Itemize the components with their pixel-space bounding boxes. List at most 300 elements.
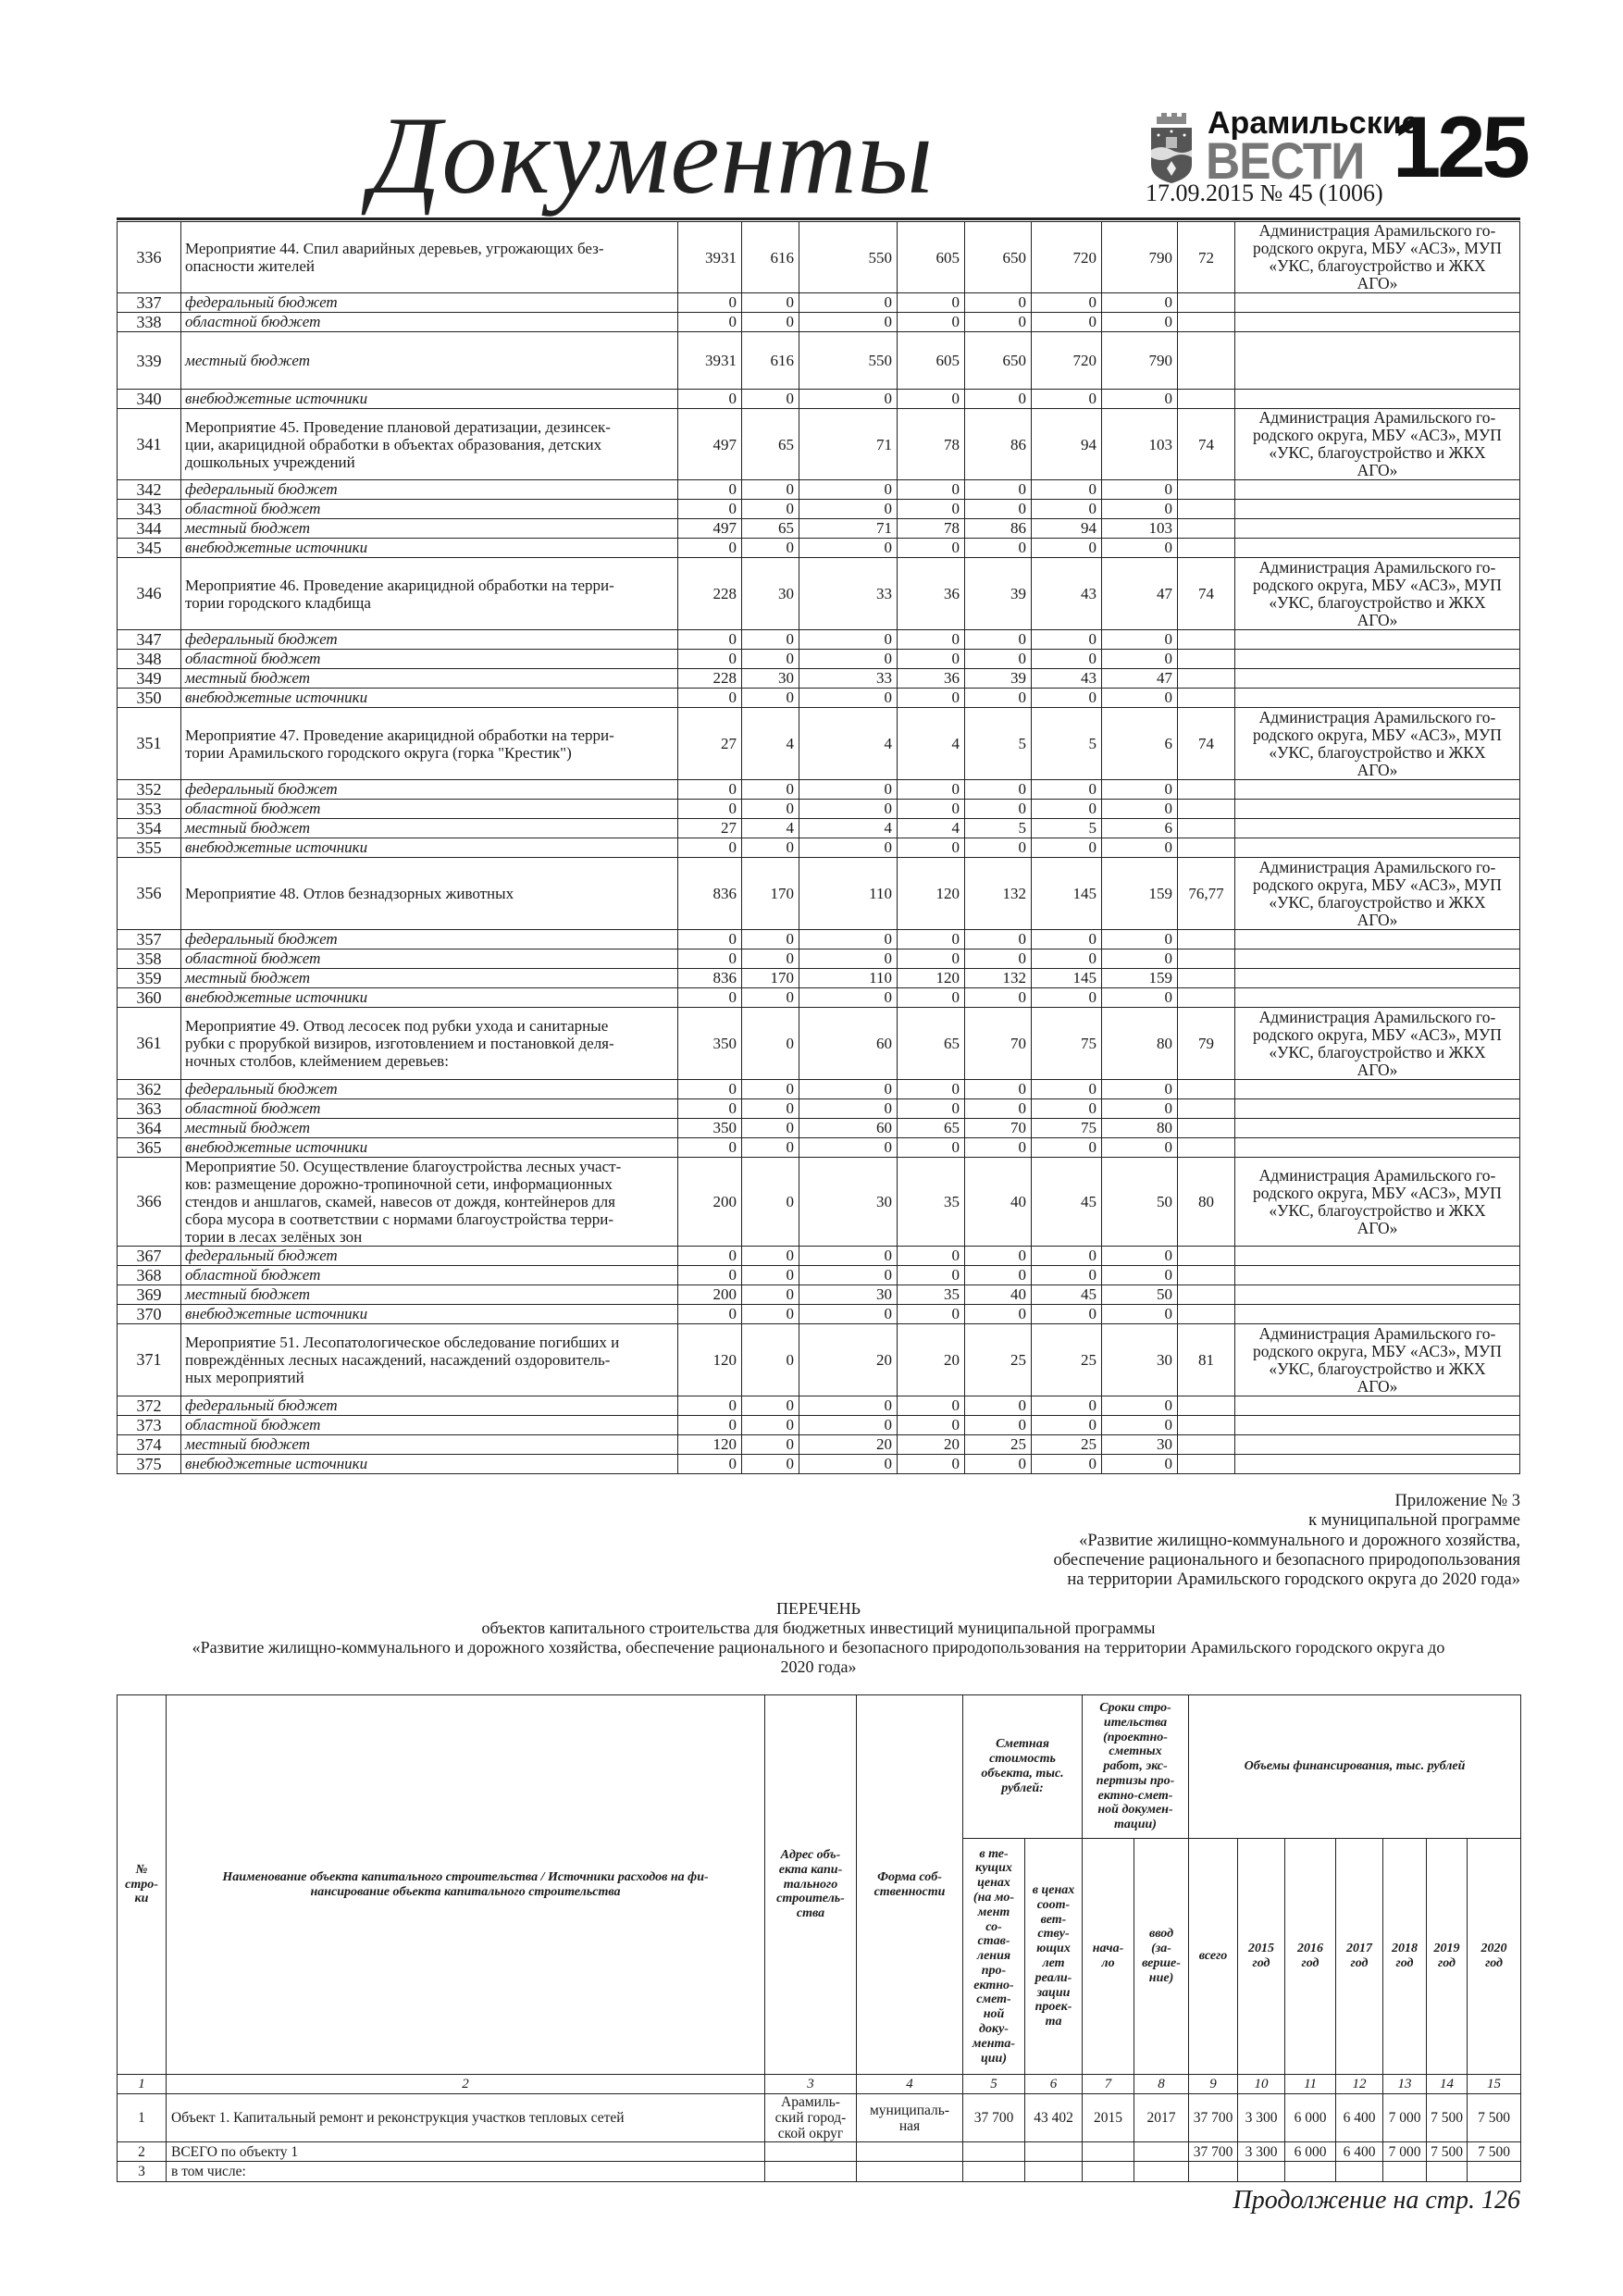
object-cell (1025, 2142, 1083, 2162)
row-number: 338 (118, 313, 181, 332)
funding-source: федеральный бюджет (181, 930, 678, 949)
anniversary-number: 125 (1393, 98, 1527, 195)
funding-value: 0 (1032, 1099, 1102, 1119)
funding-value: 350 (678, 1008, 742, 1080)
funding-value: 0 (1102, 1396, 1178, 1416)
funding-value: 0 (799, 313, 898, 332)
executor (1235, 969, 1520, 988)
target-indicator (1178, 949, 1235, 969)
funding-value: 170 (742, 858, 799, 930)
funding-source-row (118, 1138, 1520, 1158)
funding-value: 0 (742, 480, 799, 500)
funding-source: областной бюджет (181, 949, 678, 969)
target-indicator (1178, 780, 1235, 800)
funding-value: 0 (1032, 630, 1102, 650)
funding-value: 650 (965, 332, 1032, 390)
executor (1235, 332, 1520, 390)
funding-source: областной бюджет (181, 650, 678, 669)
funding-value: 0 (898, 390, 965, 409)
funding-value: 110 (799, 858, 898, 930)
funding-value: 0 (678, 293, 742, 313)
funding-value: 35 (898, 1158, 965, 1247)
object-cell: муниципаль- ная (857, 2094, 963, 2142)
target-indicator: 74 (1178, 558, 1235, 630)
funding-value: 0 (1102, 480, 1178, 500)
target-indicator (1178, 1080, 1235, 1099)
object-cell (857, 2142, 963, 2162)
object-cell (963, 2162, 1025, 2182)
row-number: 363 (118, 1099, 181, 1119)
header-funding: Объемы финансирования, тыс. рублей (1189, 1695, 1521, 1839)
header-estimate-current: в те- кущих ценах (на мо- мент со- став- ления про- ектно- смет- ной доку- мента- ции) (963, 1839, 1025, 2075)
object-cell (1285, 2162, 1336, 2182)
target-indicator (1178, 650, 1235, 669)
list-title: ПЕРЕЧЕНЬ объектов капитального строительства для бюджетных инвестиций муниципальной программы «Развитие жилищно-коммунального и дорожного хозяйства, обеспечение рационального и безопасного природопользования на территории Арамильского городского округа до 2020 года» (192, 1599, 1445, 1676)
header-total: всего (1189, 1839, 1238, 2075)
object-cell: 7 500 (1427, 2142, 1468, 2162)
funding-value: 0 (898, 650, 965, 669)
target-indicator (1178, 838, 1235, 858)
executor (1235, 988, 1520, 1008)
funding-value: 0 (898, 539, 965, 558)
object-cell: 7 000 (1383, 2094, 1427, 2142)
funding-source-row (118, 1099, 1520, 1119)
funding-value: 0 (1032, 313, 1102, 332)
funding-source: внебюджетные источники (181, 1305, 678, 1324)
column-number-row (118, 2075, 1521, 2094)
funding-value: 65 (898, 1119, 965, 1138)
object-cell (1025, 2162, 1083, 2182)
funding-value: 0 (742, 800, 799, 819)
funding-value: 47 (1102, 669, 1178, 689)
row-number: 345 (118, 539, 181, 558)
column-number: 13 (1383, 2075, 1427, 2094)
object-cell: 7 500 (1468, 2142, 1521, 2162)
funding-value: 0 (678, 1396, 742, 1416)
funding-source-row (118, 800, 1520, 819)
row-number: 341 (118, 409, 181, 480)
issue-date-number: 17.09.2015 № 45 (1006) (1146, 180, 1383, 206)
funding-value: 65 (898, 1008, 965, 1080)
row-number: 355 (118, 838, 181, 858)
funding-value: 25 (1032, 1435, 1102, 1455)
funding-value: 605 (898, 332, 965, 390)
funding-source-row (118, 969, 1520, 988)
funding-source-row (118, 988, 1520, 1008)
funding-value: 0 (1032, 1396, 1102, 1416)
funding-source: местный бюджет (181, 332, 678, 390)
funding-value: 0 (965, 480, 1032, 500)
funding-value: 0 (965, 293, 1032, 313)
row-number: 371 (118, 1324, 181, 1396)
funding-value: 0 (898, 630, 965, 650)
funding-value: 78 (898, 519, 965, 539)
funding-value: 228 (678, 558, 742, 630)
funding-value: 0 (965, 838, 1032, 858)
object-cell (1083, 2162, 1134, 2182)
funding-value: 497 (678, 409, 742, 480)
funding-value: 0 (898, 838, 965, 858)
funding-source-row (118, 1285, 1520, 1305)
funding-source: федеральный бюджет (181, 780, 678, 800)
activities-table-body (118, 222, 1520, 1474)
funding-source: федеральный бюджет (181, 1247, 678, 1266)
funding-value: 43 (1032, 558, 1102, 630)
funding-value: 0 (678, 1080, 742, 1099)
executor: Администрация Арамильского го- родского округа, МБУ «АСЗ», МУП «УКС, благоустройство и ЖКХ АГО» (1235, 558, 1520, 630)
funding-value: 0 (799, 1266, 898, 1285)
executor (1235, 689, 1520, 708)
row-number: 352 (118, 780, 181, 800)
object-name: Объект 1. Капитальный ремонт и реконструкция участков тепловых сетей (167, 2094, 765, 2142)
funding-value: 0 (965, 650, 1032, 669)
column-number: 2 (167, 2075, 765, 2094)
funding-value: 170 (742, 969, 799, 988)
target-indicator (1178, 1416, 1235, 1435)
row-number: 360 (118, 988, 181, 1008)
funding-value: 0 (965, 1396, 1032, 1416)
funding-value: 20 (898, 1324, 965, 1396)
funding-source: областной бюджет (181, 1266, 678, 1285)
funding-value: 86 (965, 409, 1032, 480)
column-number: 11 (1285, 2075, 1336, 2094)
funding-value: 0 (1032, 800, 1102, 819)
column-number: 3 (765, 2075, 857, 2094)
funding-value: 0 (742, 1435, 799, 1455)
funding-value: 0 (965, 1305, 1032, 1324)
funding-value: 0 (678, 800, 742, 819)
funding-value: 103 (1102, 519, 1178, 539)
funding-value: 790 (1102, 222, 1178, 293)
header-terms: Сроки стро- ительства (проектно- сметных работ, экс- пертизы про- ектно-смет- ной докумен- тации) (1083, 1695, 1189, 1839)
funding-value: 70 (965, 1119, 1032, 1138)
continuation-note: Продолжение на стр. 126 (1233, 2186, 1520, 2215)
executor (1235, 500, 1520, 519)
funding-source: внебюджетные источники (181, 1455, 678, 1474)
funding-value: 25 (965, 1324, 1032, 1396)
executor (1235, 780, 1520, 800)
funding-value: 0 (898, 313, 965, 332)
funding-value: 0 (678, 780, 742, 800)
funding-value: 159 (1102, 969, 1178, 988)
activity-description: Мероприятие 46. Проведение акарицидной обработки на терри- тории городского кладбища (181, 558, 678, 630)
funding-value: 0 (1102, 630, 1178, 650)
row-number: 344 (118, 519, 181, 539)
object-cell (1336, 2162, 1383, 2182)
funding-value: 0 (1102, 780, 1178, 800)
funding-value: 132 (965, 858, 1032, 930)
funding-value: 650 (965, 222, 1032, 293)
funding-value: 0 (1102, 1455, 1178, 1474)
object-cell (963, 2142, 1025, 2162)
funding-value: 0 (1102, 1266, 1178, 1285)
row-number: 365 (118, 1138, 181, 1158)
funding-value: 605 (898, 222, 965, 293)
executor (1235, 650, 1520, 669)
funding-value: 27 (678, 819, 742, 838)
target-indicator (1178, 1285, 1235, 1305)
object-row (118, 2142, 1521, 2162)
funding-source-row (118, 1247, 1520, 1266)
funding-value: 65 (742, 519, 799, 539)
executor: Администрация Арамильского го- родского округа, МБУ «АСЗ», МУП «УКС, благоустройство и ЖКХ АГО» (1235, 708, 1520, 780)
funding-source: федеральный бюджет (181, 630, 678, 650)
funding-value: 0 (799, 480, 898, 500)
header-year: 2015 год (1238, 1839, 1285, 2075)
executor (1235, 293, 1520, 313)
object-cell (1189, 2162, 1238, 2182)
funding-value: 0 (898, 1305, 965, 1324)
target-indicator (1178, 1138, 1235, 1158)
funding-value: 0 (678, 313, 742, 332)
funding-value: 43 (1032, 669, 1102, 689)
funding-value: 30 (1102, 1324, 1178, 1396)
funding-value: 0 (898, 780, 965, 800)
row-number: 367 (118, 1247, 181, 1266)
funding-value: 0 (678, 689, 742, 708)
funding-value: 0 (742, 1119, 799, 1138)
funding-value: 0 (1032, 1416, 1102, 1435)
funding-value: 3931 (678, 222, 742, 293)
activity-row (118, 708, 1520, 780)
executor (1235, 949, 1520, 969)
executor (1235, 630, 1520, 650)
executor (1235, 480, 1520, 500)
funding-value: 0 (1102, 500, 1178, 519)
funding-value: 0 (678, 500, 742, 519)
row-number: 354 (118, 819, 181, 838)
funding-value: 0 (965, 930, 1032, 949)
funding-source: местный бюджет (181, 819, 678, 838)
funding-value: 0 (1102, 1080, 1178, 1099)
funding-value: 0 (898, 949, 965, 969)
funding-value: 0 (678, 1099, 742, 1119)
funding-value: 616 (742, 222, 799, 293)
capital-construction-table (117, 1694, 1521, 2182)
activity-description: Мероприятие 50. Осуществление благоустройства лесных участ- ков: размещение дорожно-тропиночной сети, информационных стендов и аншлагов, скамей, навесов от дождя, контейнеров для сбора мусора в соответствии с нормами благоустройства терри- тории в лесах зелёных зон (181, 1158, 678, 1247)
funding-value: 4 (799, 819, 898, 838)
row-number: 357 (118, 930, 181, 949)
funding-source: внебюджетные источники (181, 838, 678, 858)
funding-value: 0 (965, 949, 1032, 969)
funding-value: 0 (965, 390, 1032, 409)
row-number: 346 (118, 558, 181, 630)
funding-value: 0 (965, 988, 1032, 1008)
funding-value: 0 (742, 1247, 799, 1266)
executor (1235, 838, 1520, 858)
row-number: 342 (118, 480, 181, 500)
funding-value: 0 (1032, 1138, 1102, 1158)
brand-name-top: Арамильские (1208, 105, 1419, 141)
funding-value: 78 (898, 409, 965, 480)
funding-value: 0 (678, 1138, 742, 1158)
funding-value: 0 (1032, 838, 1102, 858)
funding-value: 94 (1032, 409, 1102, 480)
funding-value: 0 (742, 1285, 799, 1305)
column-number: 4 (857, 2075, 963, 2094)
header-year: 2017 год (1336, 1839, 1383, 2075)
funding-value: 40 (965, 1158, 1032, 1247)
funding-value: 0 (1102, 689, 1178, 708)
object-cell: 2017 (1134, 2094, 1189, 2142)
funding-value: 0 (965, 1138, 1032, 1158)
funding-source-row (118, 1455, 1520, 1474)
funding-source-row (118, 1266, 1520, 1285)
object-cell: 2 (118, 2142, 167, 2162)
funding-value: 0 (965, 800, 1032, 819)
funding-source: местный бюджет (181, 969, 678, 988)
target-indicator (1178, 332, 1235, 390)
funding-value: 70 (965, 1008, 1032, 1080)
activity-description: Мероприятие 44. Спил аварийных деревьев, угрожающих без- опасности жителей (181, 222, 678, 293)
target-indicator: 80 (1178, 1158, 1235, 1247)
funding-value: 0 (1102, 1138, 1178, 1158)
row-number: 375 (118, 1455, 181, 1474)
funding-value: 0 (799, 800, 898, 819)
executor (1235, 313, 1520, 332)
target-indicator: 72 (1178, 222, 1235, 293)
funding-value: 30 (799, 1285, 898, 1305)
funding-source: федеральный бюджет (181, 480, 678, 500)
funding-source-row (118, 293, 1520, 313)
funding-value: 0 (678, 650, 742, 669)
funding-value: 80 (1102, 1119, 1178, 1138)
target-indicator (1178, 1266, 1235, 1285)
activities-funding-table (117, 221, 1520, 1474)
activity-row (118, 1008, 1520, 1080)
object-cell (1134, 2142, 1189, 2162)
funding-value: 0 (742, 689, 799, 708)
funding-source-row (118, 949, 1520, 969)
funding-value: 0 (965, 313, 1032, 332)
funding-value: 0 (799, 500, 898, 519)
funding-value: 790 (1102, 332, 1178, 390)
funding-value: 0 (742, 1266, 799, 1285)
target-indicator (1178, 1396, 1235, 1416)
funding-value: 0 (1032, 293, 1102, 313)
funding-source: внебюджетные источники (181, 390, 678, 409)
funding-value: 36 (898, 558, 965, 630)
executor (1235, 1455, 1520, 1474)
header-divider (117, 217, 1520, 220)
activity-row (118, 1158, 1520, 1247)
funding-value: 0 (898, 988, 965, 1008)
object-name: ВСЕГО по объекту 1 (167, 2142, 765, 2162)
funding-value: 0 (678, 1266, 742, 1285)
object-cell (1083, 2142, 1134, 2162)
funding-value: 0 (742, 1080, 799, 1099)
funding-value: 0 (1032, 988, 1102, 1008)
funding-value: 0 (742, 1396, 799, 1416)
funding-value: 27 (678, 708, 742, 780)
funding-value: 0 (678, 949, 742, 969)
object-cell: 6 400 (1336, 2094, 1383, 2142)
executor: Администрация Арамильского го- родского округа, МБУ «АСЗ», МУП «УКС, благоустройство и ЖКХ АГО» (1235, 409, 1520, 480)
target-indicator (1178, 500, 1235, 519)
funding-value: 0 (965, 1080, 1032, 1099)
object-cell (1427, 2162, 1468, 2182)
target-indicator: 74 (1178, 409, 1235, 480)
column-number: 5 (963, 2075, 1025, 2094)
funding-source-row (118, 390, 1520, 409)
funding-value: 0 (799, 1455, 898, 1474)
row-number: 339 (118, 332, 181, 390)
funding-value: 0 (1032, 390, 1102, 409)
funding-value: 0 (1032, 1266, 1102, 1285)
row-number: 366 (118, 1158, 181, 1247)
funding-value: 47 (1102, 558, 1178, 630)
funding-value: 0 (1102, 930, 1178, 949)
funding-value: 0 (898, 1138, 965, 1158)
funding-value: 0 (898, 1099, 965, 1119)
funding-value: 0 (742, 539, 799, 558)
header-object-name: Наименование объекта капитального строительства / Источники расходов на фи- нансирование объекта капитального строительства (167, 1695, 765, 2075)
object-cell: 6 400 (1336, 2142, 1383, 2162)
activity-row (118, 409, 1520, 480)
header-row-number: № стро- ки (118, 1695, 167, 2075)
funding-source-row (118, 819, 1520, 838)
funding-value: 0 (1102, 838, 1178, 858)
funding-source-row (118, 332, 1520, 390)
funding-value: 30 (742, 669, 799, 689)
funding-value: 0 (1102, 1247, 1178, 1266)
executor (1235, 1435, 1520, 1455)
funding-value: 0 (742, 650, 799, 669)
funding-source-row (118, 838, 1520, 858)
object-row (118, 2094, 1521, 2142)
target-indicator (1178, 819, 1235, 838)
executor (1235, 669, 1520, 689)
activity-row (118, 222, 1520, 293)
funding-source-row (118, 669, 1520, 689)
funding-value: 0 (742, 930, 799, 949)
funding-value: 0 (742, 1158, 799, 1247)
funding-value: 0 (742, 390, 799, 409)
funding-value: 120 (678, 1324, 742, 1396)
funding-value: 0 (742, 1008, 799, 1080)
object-cell: 3 300 (1238, 2094, 1285, 2142)
funding-value: 616 (742, 332, 799, 390)
funding-value: 35 (898, 1285, 965, 1305)
target-indicator (1178, 313, 1235, 332)
funding-value: 0 (1032, 539, 1102, 558)
funding-value: 0 (678, 1247, 742, 1266)
funding-value: 0 (799, 780, 898, 800)
funding-value: 39 (965, 558, 1032, 630)
header-ownership: Форма соб- ственности (857, 1695, 963, 2075)
funding-value: 159 (1102, 858, 1178, 930)
funding-value: 0 (799, 293, 898, 313)
funding-value: 145 (1032, 969, 1102, 988)
executor: Администрация Арамильского го- родского округа, МБУ «АСЗ», МУП «УКС, благоустройство и ЖКХ АГО» (1235, 858, 1520, 930)
funding-value: 0 (742, 500, 799, 519)
target-indicator (1178, 293, 1235, 313)
header-finish: ввод (за- верше- ние) (1134, 1839, 1189, 2075)
funding-value: 0 (678, 1416, 742, 1435)
funding-value: 4 (898, 708, 965, 780)
funding-value: 0 (965, 1247, 1032, 1266)
target-indicator (1178, 1455, 1235, 1474)
executor (1235, 1080, 1520, 1099)
row-number: 369 (118, 1285, 181, 1305)
funding-value: 0 (898, 1247, 965, 1266)
executor (1235, 519, 1520, 539)
column-number: 8 (1134, 2075, 1189, 2094)
funding-source: областной бюджет (181, 800, 678, 819)
object-cell: 37 700 (1189, 2094, 1238, 2142)
funding-value: 71 (799, 409, 898, 480)
funding-source-row (118, 500, 1520, 519)
